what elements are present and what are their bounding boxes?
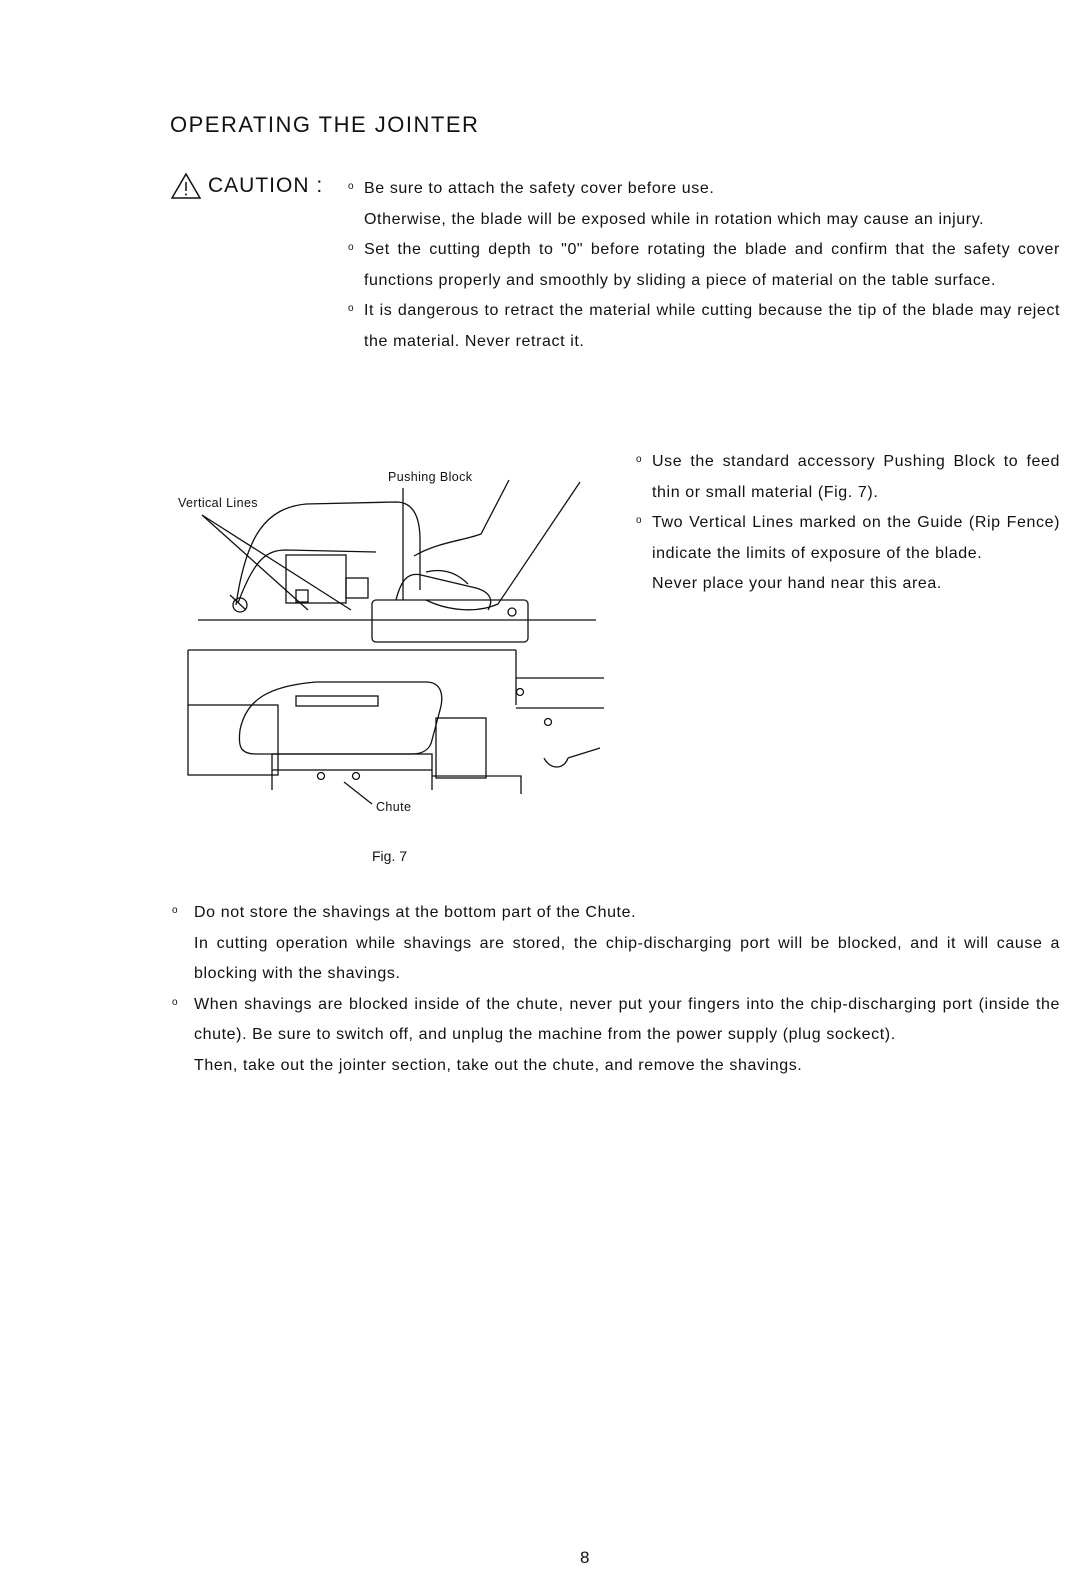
caution-list [348,174,1060,357]
bullet-icon: o [636,454,643,465]
list-item [348,174,1060,235]
list-item-body [652,447,1060,508]
list-item-text: Do not store the shavings at the bottom part of the Chute. [194,904,637,921]
list-item-body [194,898,1060,990]
list-item-text: Then, take out the jointer section, take out the chute, and remove the shavings. [194,1056,803,1074]
label-pushing-block: Pushing Block [388,470,473,484]
list-item-body [364,296,1060,357]
warning-triangle-icon [170,172,202,200]
list-item [172,898,1060,990]
caution-label: CAUTION : [208,174,324,197]
label-chute: Chute [376,800,412,814]
list-item-text: In cutting operation while shavings are stored, the chip-discharging port will be blocked, and it will cause a blocking with the shavings. [194,934,1060,982]
list-item-body [652,508,1060,600]
bullet-icon: o [348,303,355,314]
list-item [172,990,1060,1082]
list-item-text: Set the cutting depth to "0" before rotating the blade and confirm that the safety cover functions properly and smoothly by sliding a piece of material on the table surface. [364,241,1060,289]
list-item-text: Never place your hand near this area. [652,575,942,592]
bullet-icon: o [636,515,643,526]
list-item-text: When shavings are blocked inside of the chute, never put your fingers into the chip-discharging port (inside the chute). Be sure to switch off, and unplug the machine from the power supply (plug sockect). [194,995,1060,1043]
chute-notes-list [172,898,1060,1081]
list-item-body [194,990,1060,1082]
jointer-illustration [176,460,616,830]
list-item [348,296,1060,357]
list-item [636,447,1060,508]
list-item-text: Use the standard accessory Pushing Block to feed thin or small material (Fig. 7). [652,453,1060,501]
figure-caption: Fig. 7 [372,848,408,864]
bullet-icon: o [172,996,179,1008]
caution-heading [170,172,323,200]
list-item-text: Otherwise, the blade will be exposed while in rotation which may cause an injury. [364,210,985,228]
bullet-icon: o [348,242,355,253]
list-item-body [364,235,1060,296]
list-item-text: Be sure to attach the safety cover before use. [364,180,715,197]
list-item-body [364,174,1060,235]
page-number: 8 [580,1548,590,1567]
bullet-icon: o [172,905,179,916]
list-item-text: It is dangerous to retract the material while cutting because the tip of the blade may reject the material. Never retract it. [364,302,1060,350]
list-item [348,235,1060,296]
fig7-notes-list [636,447,1060,600]
list-item-text: Two Vertical Lines marked on the Guide (Rip Fence) indicate the limits of exposure of the blade. [652,514,1060,562]
label-vertical-lines: Vertical Lines [178,496,258,510]
bullet-icon: o [348,181,355,192]
figure-7 [176,460,616,830]
page-title: OPERATING THE JOINTER [170,112,480,137]
list-item [636,508,1060,600]
